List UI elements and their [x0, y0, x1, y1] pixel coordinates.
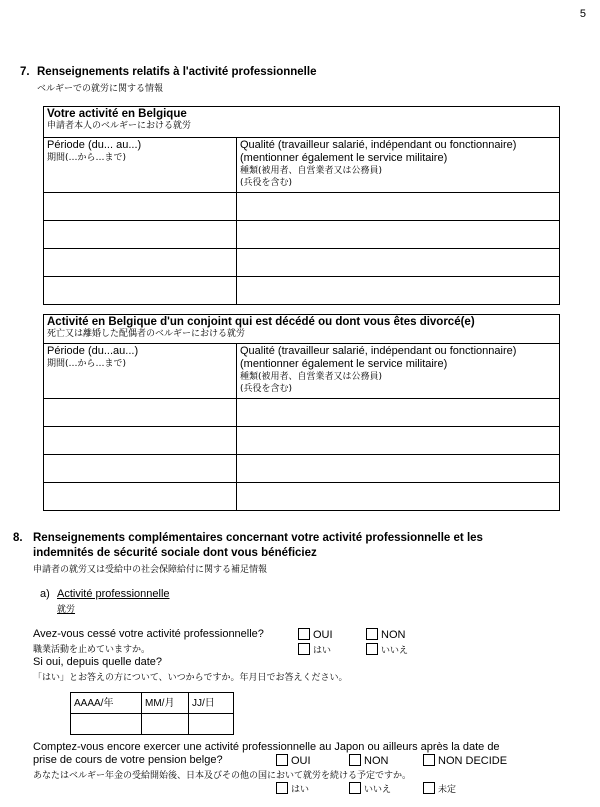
option-mitei-label: 未定: [438, 785, 457, 795]
column-header-period: [44, 344, 237, 399]
quality-input-cell[interactable]: [237, 483, 560, 511]
quality-label-jp: 種類(被用者、自営業者又は公務員): [240, 372, 383, 382]
followup-question-jp: 「はい」とお答えの方について、いつからですか。年月日でお答えください。: [33, 673, 348, 683]
option-non-2-label: NON: [364, 755, 389, 767]
period-input-cell[interactable]: [44, 193, 237, 221]
period-label: Période (du...au...): [47, 345, 139, 357]
period-input-cell[interactable]: [44, 399, 237, 427]
subsection-a-title: Activité professionnelle: [57, 588, 170, 600]
table-header-jp: 死亡又は離婚した配偶者のベルギーにおける就労: [47, 329, 246, 339]
table-header: [44, 315, 560, 344]
table-header-text: Votre activité en Belgique: [47, 108, 187, 120]
checkbox-iie-2[interactable]: [349, 782, 361, 794]
quality-input-cell[interactable]: [237, 455, 560, 483]
date-input-year[interactable]: [71, 714, 142, 735]
quality-input-cell[interactable]: [237, 249, 560, 277]
date-input-month[interactable]: [142, 714, 189, 735]
option-non-label: NON: [381, 629, 406, 641]
option-hai[interactable]: [298, 643, 331, 656]
quality-input-cell[interactable]: [237, 193, 560, 221]
option-oui-label: OUI: [313, 629, 333, 641]
table-header: [44, 107, 560, 138]
question-ceased-activity-jp: 職業活動を止めていますか。: [33, 645, 151, 655]
quality-label-military: (mentionner également le service militaire): [240, 152, 448, 164]
period-input-cell[interactable]: [44, 483, 237, 511]
quality-label-military-jp: (兵役を含む): [240, 384, 293, 394]
option-hai-2[interactable]: [276, 782, 309, 795]
option-mitei[interactable]: [423, 782, 456, 795]
page-number: 5: [579, 8, 586, 20]
date-input-day[interactable]: [189, 714, 234, 735]
option-iie-2[interactable]: [349, 782, 391, 795]
quality-label: Qualité (travailleur salarié, indépendant ou fonctionnaire): [240, 139, 517, 151]
question-continue-work: Comptez-vous encore exercer une activité professionnelle au Japon ou ailleurs après la date de: [33, 741, 500, 753]
option-non-decide-label: NON DECIDE: [438, 755, 508, 767]
quality-label: Qualité (travailleur salarié, indépendant ou fonctionnaire): [240, 345, 517, 357]
option-hai-label: はい: [313, 646, 332, 656]
question-continue-work-line2: prise de cours de votre pension belge?: [33, 754, 223, 766]
question-continue-work-jp: あなたはベルギー年金の受給開始後、日本及びその他の国において就労を続ける予定ですか。: [33, 771, 412, 781]
period-label-jp: 期間(…から…まで): [47, 359, 127, 369]
checkbox-hai[interactable]: [298, 643, 310, 655]
quality-input-cell[interactable]: [237, 277, 560, 305]
subsection-a-title-jp: 就労: [57, 605, 76, 615]
quality-label-military: (mentionner également le service militaire): [240, 358, 448, 370]
period-input-cell[interactable]: [44, 455, 237, 483]
section-8-title: Renseignements complémentaires concernant votre activité professionnelle et les: [33, 532, 483, 544]
checkbox-non-2[interactable]: [349, 754, 361, 766]
quality-label-military-jp: (兵役を含む): [240, 178, 293, 188]
column-header-quality: [237, 138, 560, 193]
quality-input-cell[interactable]: [237, 221, 560, 249]
checkbox-hai-2[interactable]: [276, 782, 288, 794]
option-oui-2[interactable]: [276, 754, 311, 767]
section-7-number: 7.: [20, 66, 30, 78]
table-header-text: Activité en Belgique d'un conjoint qui est décédé ou dont vous êtes divorcé(e): [47, 316, 475, 328]
option-non-decide[interactable]: [423, 754, 507, 767]
quality-label-jp: 種類(被用者、自営業者又は公務員): [240, 166, 383, 176]
checkbox-oui[interactable]: [298, 628, 310, 640]
date-header-day: JJ/日: [189, 693, 234, 714]
option-oui-2-label: OUI: [291, 755, 311, 767]
period-input-cell[interactable]: [44, 277, 237, 305]
option-non-2[interactable]: [349, 754, 388, 767]
period-input-cell[interactable]: [44, 221, 237, 249]
question-ceased-activity: Avez-vous cessé votre activité professionnelle?: [33, 628, 264, 640]
period-input-cell[interactable]: [44, 249, 237, 277]
period-label-jp: 期間(…から…まで): [47, 153, 127, 163]
date-table: [70, 692, 234, 735]
option-iie-2-label: いいえ: [364, 785, 392, 795]
activity-table-spouse: [43, 314, 560, 511]
option-iie[interactable]: [366, 643, 408, 656]
followup-question: Si oui, depuis quelle date?: [33, 656, 163, 668]
option-oui[interactable]: [298, 628, 333, 641]
section-8-number: 8.: [13, 532, 23, 544]
activity-table-self: [43, 106, 560, 305]
period-label: Période (du... au...): [47, 139, 142, 151]
column-header-quality: [237, 344, 560, 399]
section-8-title-jp: 申請者の就労又は受給中の社会保障給付に関する補足情報: [33, 565, 268, 575]
table-header-jp: 申請者本人のベルギーにおける就労: [47, 121, 192, 131]
checkbox-non-decide[interactable]: [423, 754, 435, 766]
date-header-month: MM/月: [142, 693, 189, 714]
section-8-title-line2: indemnités de sécurité sociale dont vous bénéficiez: [33, 547, 317, 559]
checkbox-oui-2[interactable]: [276, 754, 288, 766]
column-header-period: [44, 138, 237, 193]
date-header-year: AAAA/年: [71, 693, 142, 714]
quality-input-cell[interactable]: [237, 399, 560, 427]
subsection-a-label: a): [40, 588, 50, 600]
option-iie-label: いいえ: [381, 646, 409, 656]
period-input-cell[interactable]: [44, 427, 237, 455]
section-7-title: Renseignements relatifs à l'activité professionnelle: [37, 66, 317, 78]
checkbox-iie[interactable]: [366, 643, 378, 655]
checkbox-non[interactable]: [366, 628, 378, 640]
checkbox-mitei[interactable]: [423, 782, 435, 794]
option-non[interactable]: [366, 628, 405, 641]
option-hai-2-label: はい: [291, 785, 310, 795]
section-7-title-jp: ベルギーでの就労に関する情報: [37, 84, 164, 94]
quality-input-cell[interactable]: [237, 427, 560, 455]
